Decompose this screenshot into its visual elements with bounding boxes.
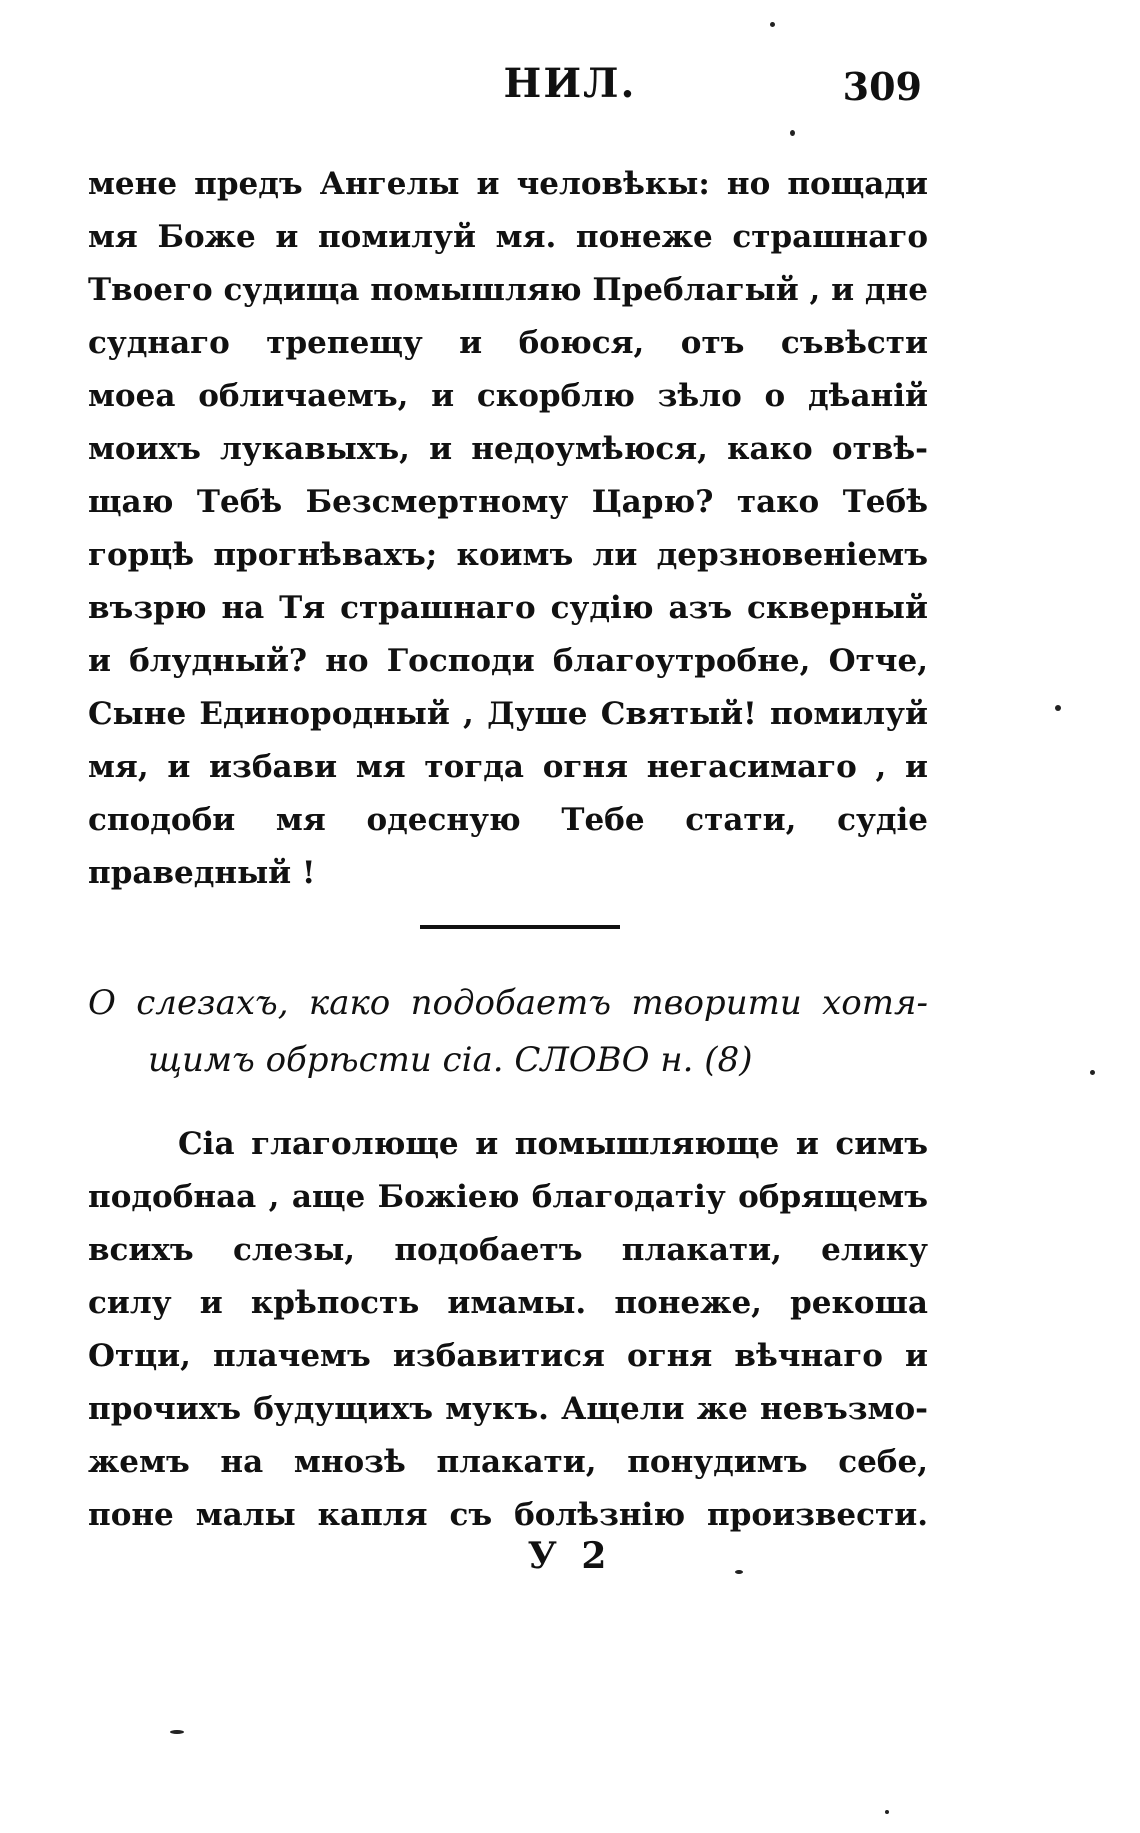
- text-line: суднаго трепещу и боюся, отъ съвѣсти: [88, 325, 928, 361]
- text-line: щаю Тебѣ Безсмертному Царю? тако Тебѣ: [88, 484, 928, 520]
- running-title: НИЛ.: [503, 60, 637, 107]
- text-line: Сіа глаголюще и помышляюще и симъ: [178, 1126, 928, 1162]
- heading-line: О слезахъ, како подобаетъ творити хотя-: [88, 983, 928, 1023]
- section-divider: [420, 925, 620, 929]
- text-line: моеа обличаемъ, и скорблю зѣло о дѣаній: [88, 378, 928, 414]
- text-line: прочихъ будущихъ мукъ. Ащели же невъзмо-: [88, 1391, 928, 1427]
- text-line: подобнаа , аще Божіею благодатіу обрящемъ: [88, 1179, 928, 1215]
- text-line: моихъ лукавыхъ, и недоумѣюся, како отвѣ-: [88, 431, 928, 467]
- text-line: поне малы капля съ болѣзнію произвести.: [88, 1497, 928, 1533]
- text-line: възрю на Тя страшнаго судію азъ скверный: [88, 590, 928, 626]
- text-line: Сыне Единородный , Душе Святый! помилуй: [88, 696, 928, 732]
- text-line: сподоби мя одесную Тебе стати, судіе: [88, 802, 928, 838]
- text-line: Твоего судища помышляю Преблагый , и дне: [88, 272, 928, 308]
- text-line: мя, и избави мя тогда огня негасимаго , и: [88, 749, 928, 785]
- page-number: 309: [842, 64, 922, 109]
- ink-speck: [885, 1810, 889, 1814]
- text-line: и блудный? но Господи благоутробне, Отче,: [88, 643, 928, 679]
- text-block-1: [88, 158, 928, 900]
- text-line: праведный !: [88, 855, 316, 891]
- text-line: мене предъ Ангелы и человѣкы: но пощади: [88, 166, 928, 202]
- text-line: всихъ слезы, подобаетъ плакати, елику: [88, 1232, 928, 1268]
- text-line: мя Боже и помилуй мя. понеже страшнаго: [88, 219, 928, 255]
- ink-speck: [770, 22, 775, 27]
- ink-speck: [170, 1730, 184, 1734]
- ink-speck: [790, 130, 795, 136]
- text-line: горцѣ прогнѣвахъ; коимъ ли дерзновеніемъ: [88, 537, 928, 573]
- text-line: жемъ на мнозѣ плакати, понудимъ себе,: [88, 1444, 928, 1480]
- ink-speck: [1090, 1070, 1095, 1075]
- text-line: силу и крѣпость имамы. понеже, рекоша: [88, 1285, 928, 1321]
- signature-mark: У 2: [527, 1535, 613, 1577]
- ink-speck: [735, 1570, 743, 1574]
- text-block-2: [88, 1118, 928, 1542]
- section-heading: [88, 975, 928, 1089]
- text-line: Отци, плачемъ избавитися огня вѣчнаго и: [88, 1338, 928, 1374]
- heading-line: щимъ обрѣсти сіа. СЛОВО н. (8): [148, 1040, 753, 1080]
- ink-speck: [1055, 705, 1061, 711]
